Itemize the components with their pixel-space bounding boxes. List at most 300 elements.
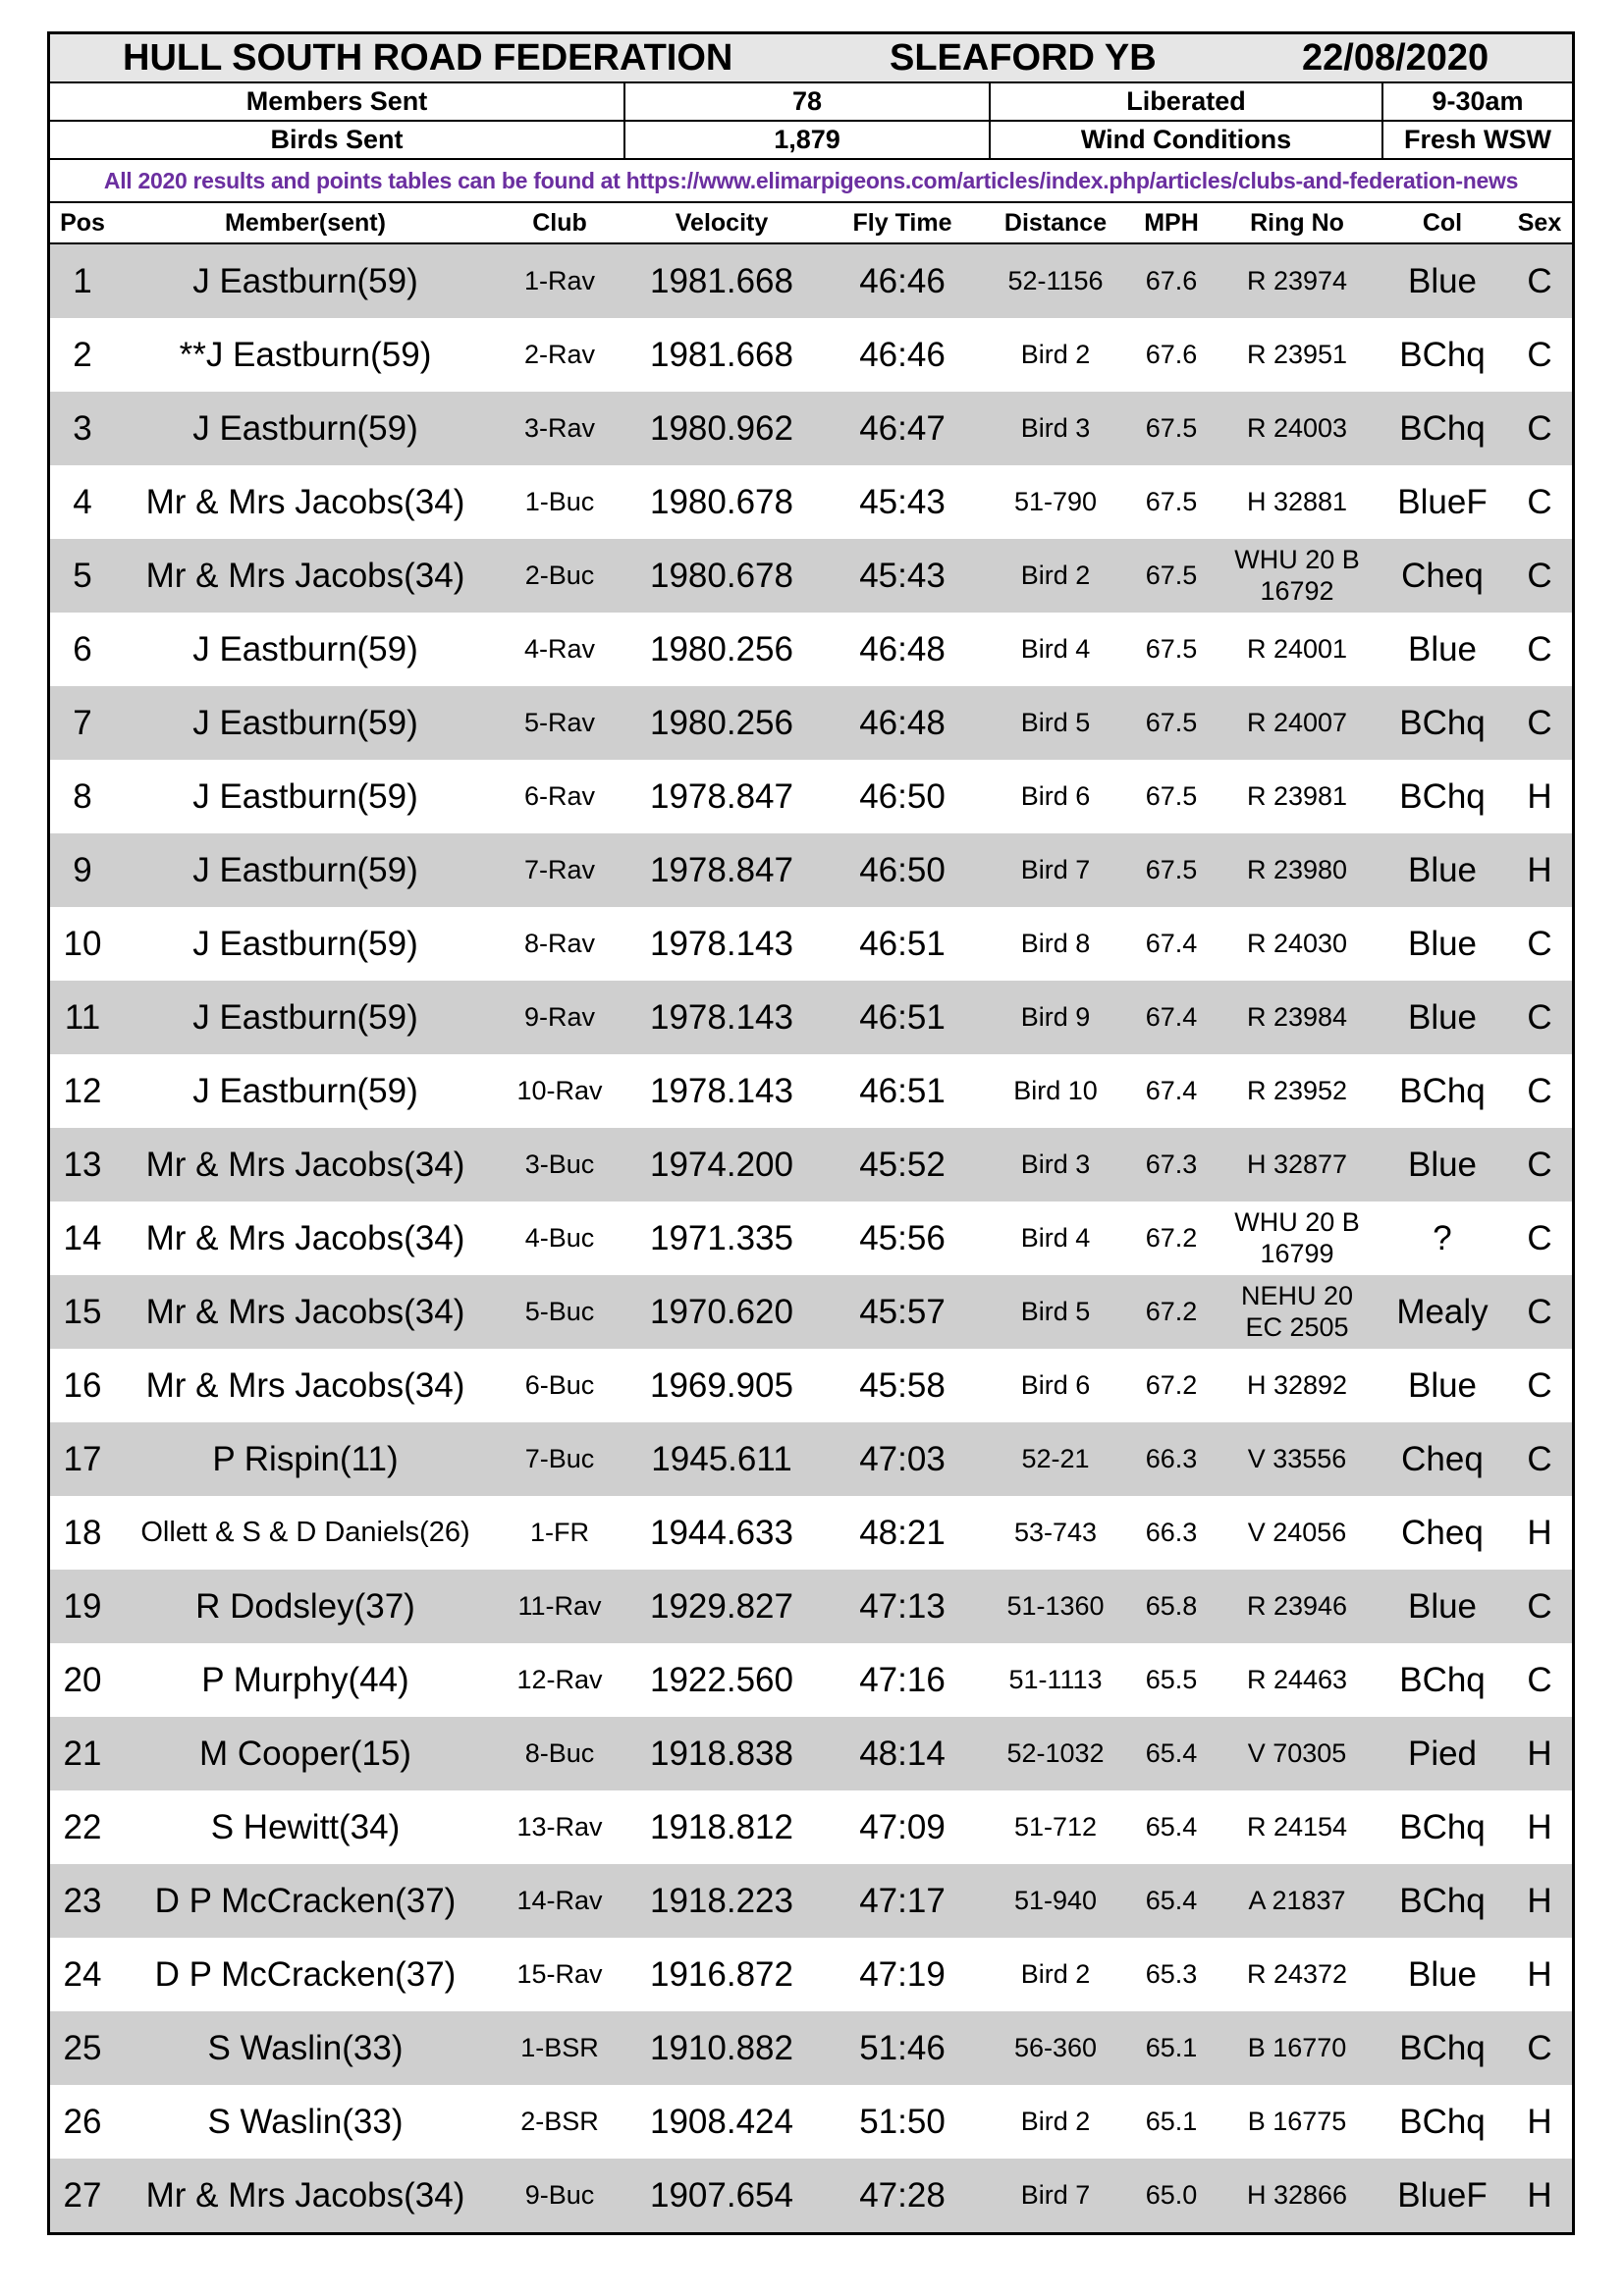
table-row [50, 981, 1572, 1054]
cell-club: 1-Rav [523, 266, 596, 295]
cell-club: 13-Rav [516, 1812, 603, 1842]
cell-distance: Bird 2 [1020, 561, 1091, 590]
cell-club: 12-Rav [516, 1665, 603, 1694]
cell-mph: 65.3 [1145, 1959, 1198, 1989]
table-row [50, 1275, 1572, 1349]
cell-ring-no [1217, 1643, 1378, 1717]
cell-sex: C [1527, 703, 1552, 742]
cell-velocity: 1918.812 [650, 1807, 793, 1846]
cell-colour: Mealy [1396, 1292, 1489, 1331]
cell-velocity: 1980.256 [650, 703, 793, 742]
cell-club: 6-Buc [524, 1370, 595, 1400]
cell-ring-no [1217, 318, 1378, 392]
cell-fly-time: 46:48 [859, 703, 946, 742]
ring-line-1: R 24463 [1246, 1664, 1348, 1694]
cell-pos: 10 [63, 924, 102, 963]
cell-ring-no [1217, 1496, 1378, 1570]
cell-distance: Bird 8 [1020, 929, 1091, 958]
ring-line-2: 16799 [1260, 1238, 1334, 1268]
cell-colour: Blue [1407, 850, 1478, 889]
cell-sex: H [1527, 2175, 1552, 2215]
liberated-value: 9-30am [1432, 86, 1524, 116]
cell-club: 2-Buc [524, 561, 595, 590]
info-row-members [50, 83, 1572, 122]
cell-fly-time: 45:52 [859, 1145, 946, 1184]
cell-ring-no [1217, 1570, 1378, 1643]
cell-mph: 67.6 [1145, 266, 1198, 295]
cell-club: 2-Rav [523, 340, 596, 369]
cell-colour: BChq [1399, 1660, 1486, 1699]
col-header-member: Member(sent) [225, 208, 386, 237]
col-header-sex: Sex [1517, 208, 1562, 237]
cell-velocity: 1922.560 [650, 1660, 793, 1699]
cell-ring-no [1217, 539, 1378, 613]
cell-pos: 21 [63, 1734, 102, 1773]
cell-mph: 67.4 [1145, 1076, 1198, 1105]
cell-colour: ? [1433, 1218, 1452, 1257]
cell-club: 1-BSR [520, 2033, 599, 2062]
table-row [50, 613, 1572, 686]
cell-sex: C [1527, 261, 1552, 300]
table-row [50, 760, 1572, 833]
cell-fly-time: 47:16 [859, 1660, 946, 1699]
cell-velocity: 1910.882 [650, 2028, 793, 2067]
cell-fly-time: 48:21 [859, 1513, 946, 1552]
cell-pos: 18 [63, 1513, 102, 1552]
cell-fly-time: 47:13 [859, 1586, 946, 1626]
ring-line-1: V 70305 [1247, 1737, 1347, 1768]
table-row [50, 907, 1572, 981]
cell-fly-time: 46:51 [859, 997, 946, 1037]
cell-pos: 19 [63, 1586, 102, 1626]
cell-colour: Blue [1407, 1954, 1478, 1994]
cell-distance: 52-21 [1021, 1444, 1090, 1473]
cell-fly-time: 51:46 [859, 2028, 946, 2067]
cell-ring-no [1217, 1422, 1378, 1496]
cell-member: **J Eastburn(59) [179, 335, 432, 374]
cell-club: 5-Buc [524, 1297, 595, 1326]
cell-distance: Bird 2 [1020, 340, 1091, 369]
ring-line-2: EC 2505 [1245, 1311, 1349, 1342]
results-sheet [47, 31, 1575, 2235]
cell-pos: 6 [73, 629, 92, 668]
cell-velocity: 1980.256 [650, 629, 793, 668]
col-header-fly-time: Fly Time [852, 208, 952, 237]
cell-colour: Blue [1407, 1586, 1478, 1626]
cell-velocity: 1929.827 [650, 1586, 793, 1626]
ring-line-1: NEHU 20 [1240, 1280, 1354, 1310]
cell-ring-no [1217, 2011, 1378, 2085]
cell-mph: 67.4 [1145, 1002, 1198, 1032]
cell-pos: 11 [64, 997, 101, 1037]
col-header-mph: MPH [1144, 208, 1199, 237]
cell-club: 3-Buc [524, 1149, 595, 1179]
cell-ring-no [1217, 392, 1378, 465]
cell-club: 2-BSR [520, 2107, 599, 2136]
cell-member: Mr & Mrs Jacobs(34) [145, 1365, 465, 1405]
cell-pos: 4 [73, 482, 92, 521]
table-row [50, 1717, 1572, 1790]
table-row [50, 1201, 1572, 1275]
cell-club: 11-Rav [517, 1591, 602, 1621]
info-row-birds [50, 122, 1572, 160]
cell-member: J Eastburn(59) [192, 1071, 418, 1110]
cell-ring-no [1217, 1054, 1378, 1128]
cell-sex: C [1527, 482, 1552, 521]
cell-sex: C [1527, 1660, 1552, 1699]
ring-line-1: R 24001 [1246, 633, 1348, 664]
table-row [50, 539, 1572, 613]
cell-colour: Cheq [1401, 1439, 1484, 1478]
cell-velocity: 1974.200 [650, 1145, 793, 1184]
cell-ring-no [1217, 1864, 1378, 1938]
table-row [50, 2011, 1572, 2085]
cell-mph: 65.0 [1145, 2180, 1198, 2210]
cell-sex: H [1527, 1734, 1552, 1773]
cell-member: S Waslin(33) [207, 2028, 404, 2067]
cell-sex: C [1527, 1586, 1552, 1626]
cell-member: S Hewitt(34) [210, 1807, 401, 1846]
cell-mph: 67.2 [1145, 1223, 1198, 1253]
wind-value: Fresh WSW [1403, 125, 1551, 154]
cell-velocity: 1971.335 [650, 1218, 793, 1257]
birds-sent-label: Birds Sent [50, 122, 625, 158]
cell-mph: 67.2 [1145, 1297, 1198, 1326]
cell-colour: Blue [1407, 924, 1478, 963]
table-row [50, 1864, 1572, 1938]
cell-ring-no [1217, 1717, 1378, 1790]
cell-velocity: 1978.847 [650, 776, 793, 816]
cell-colour: BChq [1399, 1071, 1486, 1110]
cell-fly-time: 46:51 [859, 1071, 946, 1110]
cell-colour: BlueF [1397, 482, 1488, 521]
cell-velocity: 1970.620 [650, 1292, 793, 1331]
birds-sent-value: 1,879 [625, 122, 991, 158]
cell-fly-time: 47:09 [859, 1807, 946, 1846]
ring-line-1: R 24372 [1246, 1958, 1348, 1989]
table-row [50, 244, 1572, 318]
cell-sex: C [1527, 335, 1552, 374]
cell-club: 4-Buc [524, 1223, 595, 1253]
ring-line-1: A 21837 [1248, 1885, 1346, 1915]
cell-distance: Bird 2 [1020, 2107, 1091, 2136]
cell-colour: BChq [1399, 408, 1486, 448]
cell-mph: 65.4 [1145, 1812, 1198, 1842]
cell-member: Mr & Mrs Jacobs(34) [145, 556, 465, 595]
title-row [50, 34, 1572, 83]
ring-line-1: H 32866 [1246, 2179, 1348, 2210]
cell-distance: Bird 5 [1020, 708, 1091, 737]
cell-distance: Bird 4 [1020, 1223, 1091, 1253]
cell-sex: H [1527, 2102, 1552, 2141]
cell-pos: 12 [63, 1071, 102, 1110]
race-date: 22/08/2020 [1302, 36, 1489, 79]
ring-line-2: 16792 [1260, 575, 1334, 606]
cell-distance: 51-790 [1013, 487, 1098, 516]
table-row [50, 1054, 1572, 1128]
cell-ring-no [1217, 686, 1378, 760]
cell-velocity: 1945.611 [651, 1439, 792, 1478]
table-row [50, 1128, 1572, 1201]
cell-distance: 51-940 [1013, 1886, 1098, 1915]
cell-ring-no [1217, 833, 1378, 907]
cell-sex: H [1527, 1954, 1552, 1994]
cell-distance: Bird 9 [1020, 1002, 1091, 1032]
cell-club: 5-Rav [523, 708, 596, 737]
ring-line-1: R 23980 [1246, 854, 1348, 884]
ring-line-1: R 23984 [1246, 1001, 1348, 1032]
cell-velocity: 1908.424 [650, 2102, 793, 2141]
cell-distance: Bird 6 [1020, 781, 1091, 811]
cell-mph: 67.5 [1145, 634, 1198, 664]
cell-velocity: 1916.872 [650, 1954, 793, 1994]
results-link-note: All 2020 results and points tables can be found at https://www.elimarpigeons.com/articles/index.php/articles/clubs-and-federation-news [50, 160, 1572, 203]
col-header-pos: Pos [60, 208, 105, 237]
cell-colour: Blue [1407, 629, 1478, 668]
table-row [50, 1790, 1572, 1864]
ring-line-1: R 23951 [1246, 339, 1348, 369]
cell-colour: BChq [1399, 703, 1486, 742]
cell-velocity: 1944.633 [650, 1513, 793, 1552]
ring-line-1: R 23946 [1246, 1590, 1348, 1621]
cell-distance: Bird 5 [1020, 1297, 1091, 1326]
cell-ring-no [1217, 760, 1378, 833]
cell-colour: Cheq [1401, 1513, 1484, 1552]
cell-mph: 65.4 [1145, 1886, 1198, 1915]
cell-ring-no [1217, 2085, 1378, 2159]
cell-fly-time: 46:50 [859, 776, 946, 816]
cell-member: Mr & Mrs Jacobs(34) [145, 1145, 465, 1184]
col-header-distance: Distance [1003, 208, 1108, 237]
ring-line-1: R 24003 [1246, 412, 1348, 443]
cell-distance: Bird 4 [1020, 634, 1091, 664]
cell-club: 4-Rav [523, 634, 596, 664]
cell-sex: C [1527, 1145, 1552, 1184]
cell-velocity: 1969.905 [650, 1365, 793, 1405]
cell-colour: Blue [1407, 261, 1478, 300]
cell-mph: 67.3 [1145, 1149, 1198, 1179]
cell-mph: 67.2 [1145, 1370, 1198, 1400]
cell-distance: 52-1156 [1007, 266, 1104, 295]
cell-colour: BChq [1399, 1881, 1486, 1920]
ring-line-1: V 33556 [1247, 1443, 1347, 1473]
cell-colour: Cheq [1401, 556, 1484, 595]
ring-line-1: H 32877 [1246, 1148, 1348, 1179]
cell-member: M Cooper(15) [199, 1734, 411, 1773]
cell-colour: BChq [1399, 776, 1486, 816]
table-row [50, 2085, 1572, 2159]
cell-pos: 24 [63, 1954, 102, 1994]
cell-club: 3-Rav [523, 413, 596, 443]
col-header-col: Col [1422, 208, 1463, 237]
cell-mph: 67.5 [1145, 561, 1198, 590]
cell-fly-time: 46:51 [859, 924, 946, 963]
cell-member: D P McCracken(37) [154, 1954, 457, 1994]
cell-pos: 13 [63, 1145, 102, 1184]
cell-mph: 65.5 [1145, 1665, 1198, 1694]
cell-pos: 2 [73, 335, 92, 374]
cell-pos: 3 [73, 408, 92, 448]
cell-mph: 66.3 [1145, 1518, 1198, 1547]
ring-line-1: R 24030 [1246, 928, 1348, 958]
cell-sex: C [1527, 1292, 1552, 1331]
cell-sex: H [1527, 850, 1552, 889]
cell-sex: C [1527, 408, 1552, 448]
cell-member: J Eastburn(59) [192, 997, 418, 1037]
cell-distance: Bird 10 [1013, 1076, 1098, 1105]
cell-colour: BlueF [1397, 2175, 1488, 2215]
cell-pos: 26 [63, 2102, 102, 2141]
cell-member: P Murphy(44) [201, 1660, 409, 1699]
cell-member: Mr & Mrs Jacobs(34) [145, 482, 465, 521]
cell-distance: 51-1113 [1008, 1665, 1103, 1694]
table-row [50, 833, 1572, 907]
cell-pos: 15 [63, 1292, 102, 1331]
ring-line-1: WHU 20 B [1234, 1206, 1360, 1237]
ring-line-1: WHU 20 B [1234, 544, 1360, 574]
cell-colour: Blue [1407, 1145, 1478, 1184]
cell-fly-time: 45:43 [859, 556, 946, 595]
cell-mph: 65.8 [1145, 1591, 1198, 1621]
cell-fly-time: 45:43 [859, 482, 946, 521]
cell-velocity: 1980.962 [650, 408, 793, 448]
members-sent-value: 78 [625, 83, 991, 120]
members-sent-label: Members Sent [50, 83, 625, 120]
cell-member: Mr & Mrs Jacobs(34) [145, 1218, 465, 1257]
cell-distance: Bird 6 [1020, 1370, 1091, 1400]
cell-fly-time: 45:56 [859, 1218, 946, 1257]
cell-club: 8-Buc [524, 1738, 595, 1768]
ring-line-1: R 24007 [1246, 707, 1348, 737]
cell-ring-no [1217, 1349, 1378, 1422]
cell-ring-no [1217, 1790, 1378, 1864]
cell-pos: 8 [73, 776, 92, 816]
ring-line-1: H 32881 [1246, 486, 1348, 516]
cell-fly-time: 47:03 [859, 1439, 946, 1478]
cell-velocity: 1981.668 [650, 261, 793, 300]
cell-club: 10-Rav [516, 1076, 603, 1105]
cell-distance: Bird 7 [1020, 855, 1091, 884]
cell-sex: C [1527, 556, 1552, 595]
cell-distance: 52-1032 [1006, 1738, 1105, 1768]
cell-velocity: 1978.847 [650, 850, 793, 889]
cell-velocity: 1978.143 [650, 924, 793, 963]
table-row [50, 2159, 1572, 2232]
cell-member: J Eastburn(59) [192, 776, 418, 816]
table-row [50, 318, 1572, 392]
table-row [50, 1570, 1572, 1643]
cell-sex: C [1527, 1218, 1552, 1257]
cell-member: J Eastburn(59) [192, 261, 418, 300]
cell-velocity: 1978.143 [650, 1071, 793, 1110]
cell-ring-no [1217, 1275, 1378, 1349]
cell-mph: 67.5 [1145, 413, 1198, 443]
cell-fly-time: 46:46 [859, 261, 946, 300]
ring-line-1: R 23974 [1246, 265, 1348, 295]
cell-mph: 67.5 [1145, 781, 1198, 811]
cell-velocity: 1918.223 [650, 1881, 793, 1920]
table-row [50, 1938, 1572, 2011]
cell-pos: 7 [73, 703, 92, 742]
cell-distance: 56-360 [1013, 2033, 1098, 2062]
cell-fly-time: 45:57 [859, 1292, 946, 1331]
cell-club: 8-Rav [523, 929, 596, 958]
cell-velocity: 1978.143 [650, 997, 793, 1037]
cell-fly-time: 47:17 [859, 1881, 946, 1920]
cell-sex: C [1527, 1365, 1552, 1405]
cell-pos: 25 [63, 2028, 102, 2067]
cell-velocity: 1907.654 [650, 2175, 793, 2215]
cell-pos: 27 [63, 2175, 102, 2215]
cell-mph: 65.1 [1145, 2033, 1198, 2062]
cell-fly-time: 47:28 [859, 2175, 946, 2215]
cell-club: 15-Rav [516, 1959, 603, 1989]
cell-pos: 22 [63, 1807, 102, 1846]
cell-distance: Bird 7 [1020, 2180, 1091, 2210]
table-row [50, 392, 1572, 465]
cell-pos: 17 [63, 1439, 102, 1478]
cell-velocity: 1981.668 [650, 335, 793, 374]
ring-line-1: R 24154 [1246, 1811, 1348, 1842]
ring-line-1: V 24056 [1247, 1517, 1347, 1547]
cell-ring-no [1217, 2159, 1378, 2232]
cell-distance: Bird 2 [1020, 1959, 1091, 1989]
cell-sex: C [1527, 1439, 1552, 1478]
cell-colour: Pied [1407, 1734, 1478, 1773]
table-row [50, 1643, 1572, 1717]
cell-club: 14-Rav [516, 1886, 603, 1915]
table-row [50, 1496, 1572, 1570]
cell-velocity: 1980.678 [650, 482, 793, 521]
cell-distance: 51-712 [1013, 1812, 1098, 1842]
cell-sex: C [1527, 924, 1552, 963]
table-header [50, 203, 1572, 244]
cell-distance: Bird 3 [1020, 1149, 1091, 1179]
ring-line-1: H 32892 [1246, 1369, 1348, 1400]
table-row [50, 465, 1572, 539]
cell-ring-no [1217, 465, 1378, 539]
cell-distance: 51-1360 [1006, 1591, 1105, 1621]
cell-sex: H [1527, 1881, 1552, 1920]
cell-fly-time: 48:14 [859, 1734, 946, 1773]
cell-colour: Blue [1407, 997, 1478, 1037]
cell-pos: 9 [73, 850, 92, 889]
wind-label: Wind Conditions [991, 122, 1383, 158]
cell-fly-time: 51:50 [859, 2102, 946, 2141]
cell-ring-no [1217, 907, 1378, 981]
cell-fly-time: 46:47 [859, 408, 946, 448]
cell-sex: C [1527, 997, 1552, 1037]
cell-fly-time: 46:50 [859, 850, 946, 889]
cell-velocity: 1980.678 [650, 556, 793, 595]
cell-member: S Waslin(33) [207, 2102, 404, 2141]
cell-ring-no [1217, 981, 1378, 1054]
ring-line-1: R 23981 [1246, 780, 1348, 811]
cell-mph: 67.4 [1145, 929, 1198, 958]
cell-sex: H [1527, 1807, 1552, 1846]
ring-line-1: B 16770 [1247, 2032, 1347, 2062]
cell-distance: Bird 3 [1020, 413, 1091, 443]
table-row [50, 1349, 1572, 1422]
cell-ring-no [1217, 613, 1378, 686]
col-header-velocity: Velocity [675, 208, 769, 237]
cell-ring-no [1217, 1201, 1378, 1275]
col-header-ring: Ring No [1250, 208, 1344, 237]
liberated-label: Liberated [991, 83, 1383, 120]
cell-member: J Eastburn(59) [192, 850, 418, 889]
table-row [50, 686, 1572, 760]
cell-member: P Rispin(11) [212, 1439, 399, 1478]
